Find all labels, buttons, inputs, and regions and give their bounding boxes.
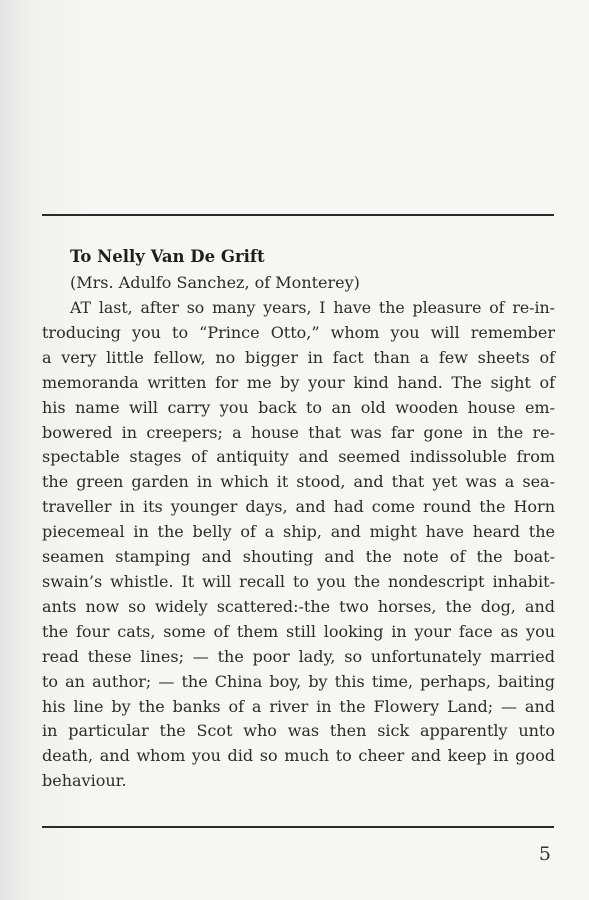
body-line: AT last, after so many years, I have the pleasure of re-in- <box>70 298 555 317</box>
body-line: swain’s whistle. It will recall to you the nondescript inhabit- <box>42 571 555 591</box>
body-line: death, and whom you did so much to cheer and keep in good <box>42 746 555 766</box>
bottom-rule <box>42 826 554 828</box>
body-line: ants now so widely scattered:-the two horses, the dog, and <box>42 596 555 616</box>
body-line: behaviour. <box>42 771 127 791</box>
dedication-subheading: (Mrs. Adulfo Sanchez, of Monterey) <box>70 273 360 292</box>
body-line: the green garden in which it stood, and that yet was a sea- <box>42 472 555 492</box>
body-line: in particular the Scot who was then sick apparently unto <box>42 721 555 741</box>
body-line: troducing you to “Prince Otto,” whom you will remember <box>42 322 555 342</box>
dedication-heading: To Nelly Van De Grift <box>70 247 265 266</box>
body-line: piecemeal in the belly of a ship, and might have heard the <box>42 522 555 542</box>
body-line: to an author; — the China boy, by this time, perhaps, baiting <box>42 671 555 691</box>
dedication-body <box>42 296 555 794</box>
top-rule <box>42 214 554 216</box>
body-line: traveller in its younger days, and had come round the Horn <box>42 497 555 517</box>
body-line: memoranda written for me by your kind hand. The sight of <box>42 372 555 392</box>
body-line: bowered in creepers; a house that was far gone in the re- <box>42 422 555 442</box>
body-line: spectable stages of antiquity and seemed indissoluble from <box>42 447 555 467</box>
page-number: 5 <box>538 843 551 865</box>
body-line: read these lines; — the poor lady, so unfortunately married <box>42 646 555 666</box>
body-line: the four cats, some of them still looking in your face as you <box>42 621 555 641</box>
dedication-header <box>70 245 556 296</box>
body-line: seamen stamping and shouting and the note of the boat- <box>42 547 555 567</box>
body-line: his line by the banks of a river in the Flowery Land; — and <box>42 696 555 716</box>
body-line: his name will carry you back to an old wooden house em- <box>42 397 555 417</box>
body-line: a very little fellow, no bigger in fact than a few sheets of <box>42 347 555 367</box>
